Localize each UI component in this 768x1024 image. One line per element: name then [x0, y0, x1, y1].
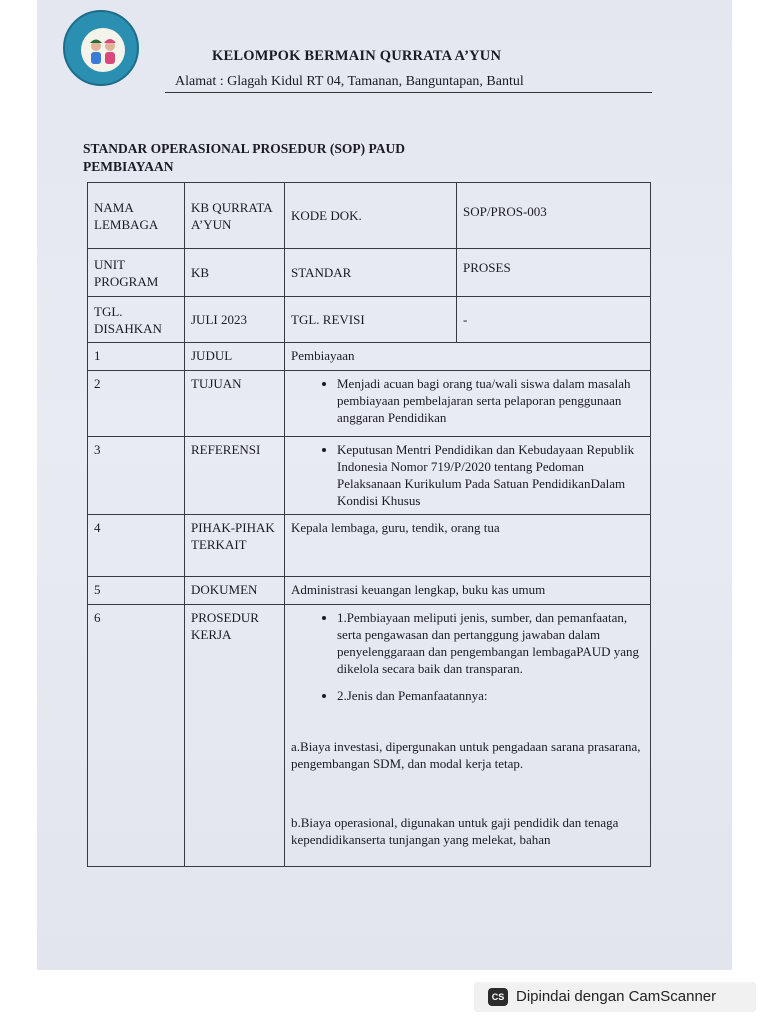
table-row — [88, 577, 651, 605]
table-row-tgl-disahkan — [88, 297, 651, 343]
standar-label: STANDAR — [285, 249, 457, 297]
table-row-nama-lembaga — [88, 183, 651, 249]
document-title-line1: STANDAR OPERASIONAL PROSEDUR (SOP) PAUD — [83, 141, 406, 156]
institution-address: Alamat : Glagah Kidul RT 04, Tamanan, Banguntapan, Bantul — [175, 74, 524, 89]
table-row — [88, 371, 651, 437]
tgl-disahkan-value: JULI 2023 — [185, 297, 285, 343]
document-title-line2: PEMBIAYAAN — [83, 159, 174, 174]
row-number: 4 — [88, 515, 185, 577]
standar-value: PROSES — [457, 249, 651, 297]
row-content — [285, 605, 651, 867]
scanned-page — [37, 0, 732, 970]
table-row — [88, 605, 651, 867]
row-content: Pembiayaan — [285, 343, 651, 371]
unit-program-label: UNIT PROGRAM — [88, 249, 185, 297]
list-item: • Menjadi acuan bagi orang tua/wali siswa dalam masalah pembiayaan pembelajaran serta pelaporan penggunaan anggaran Pendidikan — [337, 375, 644, 426]
row-label: REFERENSI — [185, 437, 285, 515]
kode-dok-value: SOP/PROS-003 — [457, 183, 651, 249]
row-content — [285, 371, 651, 437]
table-row — [88, 343, 651, 371]
row-number: 2 — [88, 371, 185, 437]
row-content — [285, 437, 651, 515]
camscanner-icon: CS — [488, 988, 508, 1006]
camscanner-watermark — [474, 982, 756, 1012]
nama-lembaga-value: KB QURRATA A’YUN — [185, 183, 285, 249]
tgl-disahkan-label: TGL. DISAHKAN — [88, 297, 185, 343]
camscanner-text: Dipindai dengan CamScanner — [516, 988, 717, 1005]
document-title — [83, 140, 483, 176]
kode-dok-label: KODE DOK. — [285, 183, 457, 249]
list-item: • 2.Jenis dan Pemanfaatannya: — [337, 687, 644, 704]
table-row-unit-program — [88, 249, 651, 297]
sop-table — [87, 182, 651, 867]
row-content: Administrasi keuangan lengkap, buku kas umum — [285, 577, 651, 605]
tgl-revisi-value: - — [457, 297, 651, 343]
row-label: PIHAK-PIHAK TERKAIT — [185, 515, 285, 577]
tgl-revisi-label: TGL. REVISI — [285, 297, 457, 343]
table-row — [88, 437, 651, 515]
logo-emblem — [65, 12, 141, 88]
header-divider — [165, 92, 652, 93]
row-label: JUDUL — [185, 343, 285, 371]
row-number: 1 — [88, 343, 185, 371]
row-number: 3 — [88, 437, 185, 515]
row-label: PROSEDUR KERJA — [185, 605, 285, 867]
row-number: 5 — [88, 577, 185, 605]
list-item: • Keputusan Mentri Pendidikan dan Kebudayaan Republik Indonesia Nomor 719/P/2020 tentang Pedoman Pelaksanaan Kurikulum Pada Satuan PendidikanDalam Kondisi Khusus — [337, 441, 644, 509]
school-logo — [63, 10, 139, 86]
procedure-paragraph-a: a.Biaya investasi, dipergunakan untuk pengadaan sarana prasarana, pengembangan SDM, dan modal kerja tetap. — [291, 739, 641, 771]
row-number: 6 — [88, 605, 185, 867]
procedure-paragraph-b: b.Biaya operasional, digunakan untuk gaji pendidik dan tenaga kependidikanserta tunjangan yang melekat, bahan — [291, 815, 619, 847]
list-item: • 1.Pembiayaan meliputi jenis, sumber, dan pemanfaatan, serta pengawasan dan pertanggung jawaban dalam penyelenggaraan dan pengembangan lembagaPAUD yang dikelola secara baik dan transparan. — [337, 609, 644, 677]
table-row — [88, 515, 651, 577]
row-label: DOKUMEN — [185, 577, 285, 605]
unit-program-value: KB — [185, 249, 285, 297]
row-label: TUJUAN — [185, 371, 285, 437]
nama-lembaga-label: NAMA LEMBAGA — [88, 183, 185, 249]
institution-name: KELOMPOK BERMAIN QURRATA A’YUN — [212, 48, 502, 64]
row-content: Kepala lembaga, guru, tendik, orang tua — [285, 515, 651, 577]
